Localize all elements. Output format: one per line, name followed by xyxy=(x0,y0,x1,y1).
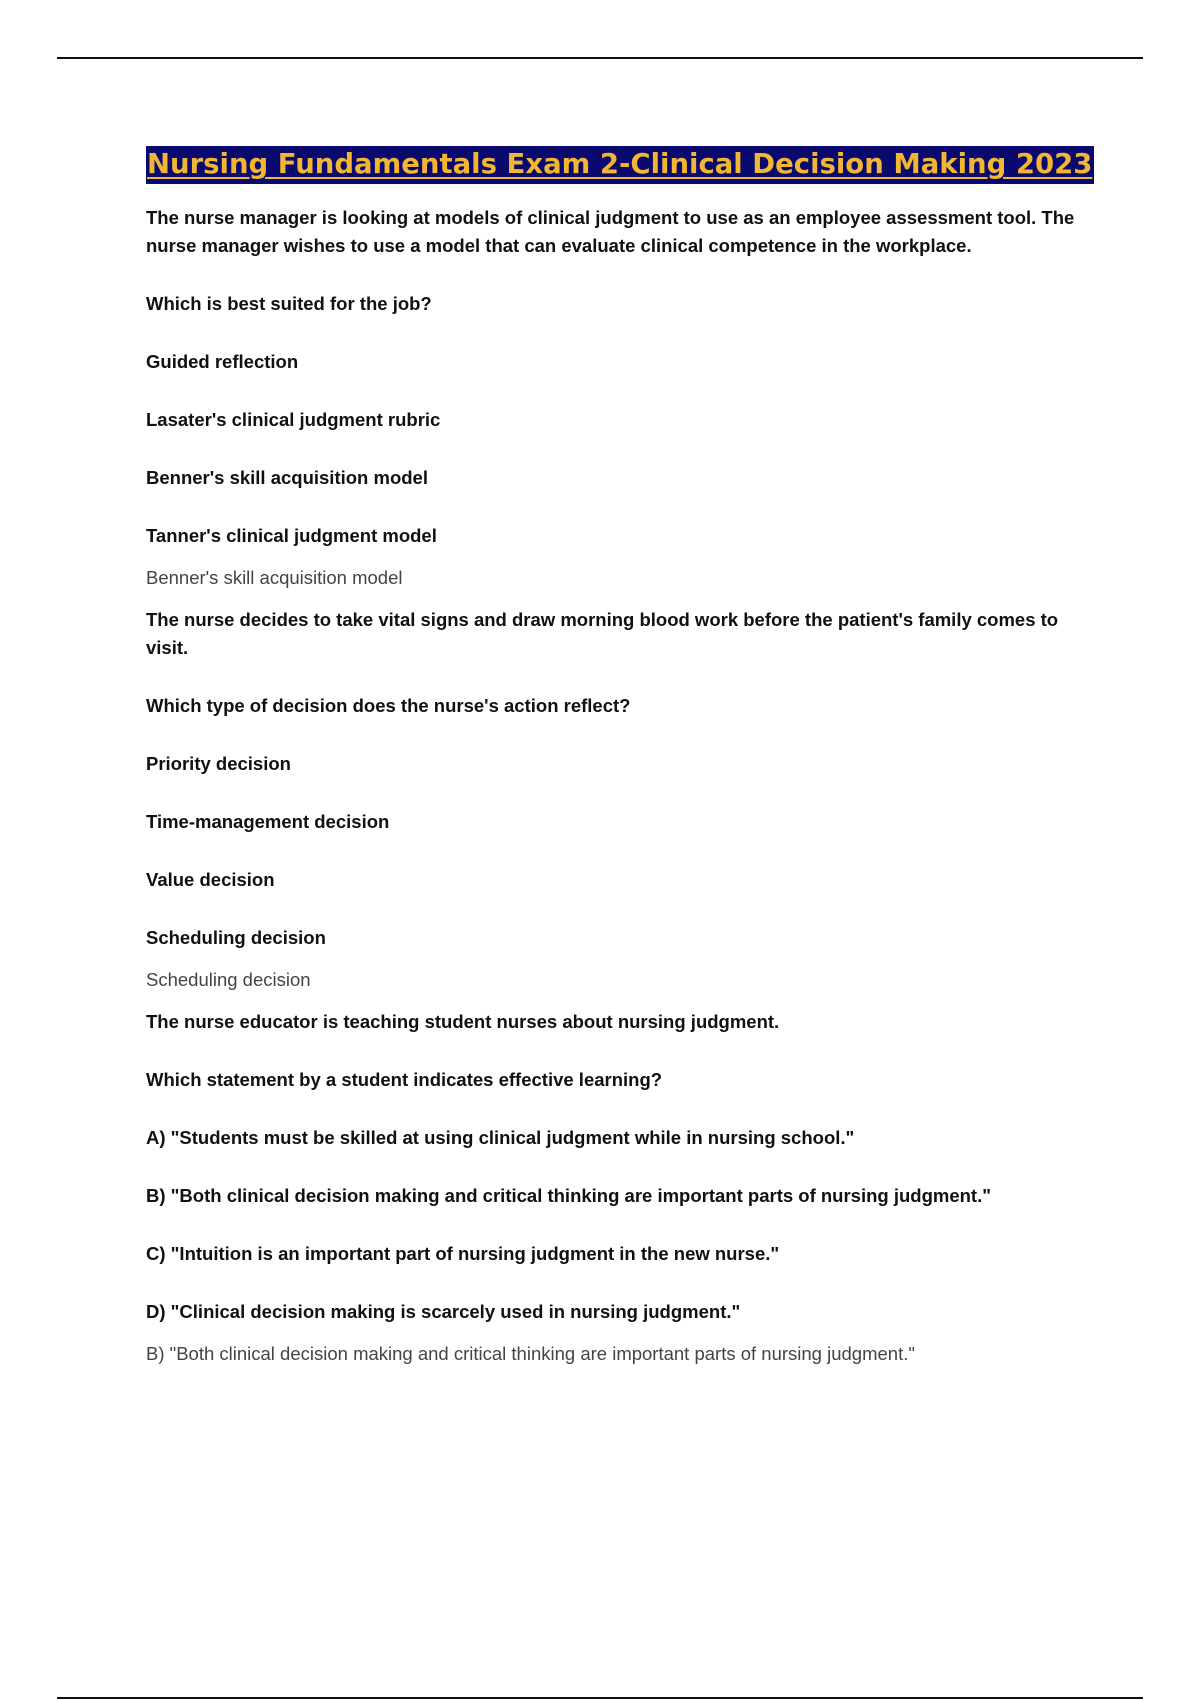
bottom-divider xyxy=(57,1697,1143,1699)
option: Tanner's clinical judgment model xyxy=(146,525,437,546)
question-prompt: Which statement by a student indicates effective learning? xyxy=(146,1069,663,1090)
option: B) "Both clinical decision making and critical thinking are important parts of nursing judgment." xyxy=(146,1185,992,1206)
question-stem: The nurse manager is looking at models of clinical judgment to use as an employee assessment tool. The nurse manager wishes to use a model that can evaluate clinical competence in the workplace. xyxy=(146,207,1075,256)
option: Scheduling decision xyxy=(146,927,326,948)
question-1 xyxy=(146,204,1086,592)
question-prompt: Which is best suited for the job? xyxy=(146,293,432,314)
option: A) "Students must be skilled at using clinical judgment while in nursing school." xyxy=(146,1127,855,1148)
question-prompt: Which type of decision does the nurse's action reflect? xyxy=(146,695,631,716)
option: Guided reflection xyxy=(146,351,299,372)
top-divider xyxy=(57,57,1143,59)
option: Priority decision xyxy=(146,753,291,774)
option: Lasater's clinical judgment rubric xyxy=(146,409,441,430)
page-title: Nursing Fundamentals Exam 2-Clinical Decision Making 2023 xyxy=(146,146,1094,184)
option: Time-management decision xyxy=(146,811,390,832)
option: Value decision xyxy=(146,869,275,890)
answer: Scheduling decision xyxy=(146,969,311,990)
option: Benner's skill acquisition model xyxy=(146,467,428,488)
option: D) "Clinical decision making is scarcely used in nursing judgment." xyxy=(146,1301,741,1322)
option: C) "Intuition is an important part of nursing judgment in the new nurse." xyxy=(146,1243,780,1264)
answer: B) "Both clinical decision making and critical thinking are important parts of nursing judgment." xyxy=(146,1343,915,1364)
document-body xyxy=(146,146,1093,1368)
question-2 xyxy=(146,606,1086,994)
question-stem: The nurse educator is teaching student nurses about nursing judgment. xyxy=(146,1011,780,1032)
question-3 xyxy=(146,1008,1086,1368)
answer: Benner's skill acquisition model xyxy=(146,567,403,588)
question-stem: The nurse decides to take vital signs and draw morning blood work before the patient's family comes to visit. xyxy=(146,609,1059,658)
